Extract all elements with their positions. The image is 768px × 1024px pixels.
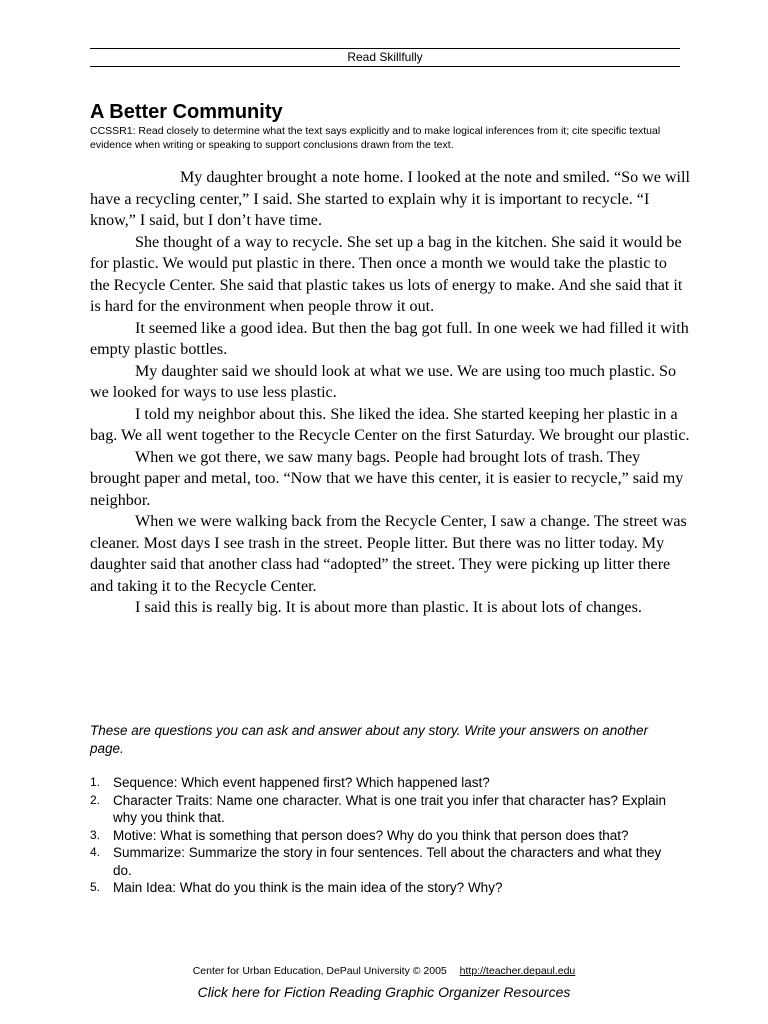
question-number: 4. [90,845,101,859]
footer-website-link[interactable]: http://teacher.depaul.edu [459,965,576,977]
question-text: Summarize: Summarize the story in four sentences. Tell about the characters and what they do. [113,845,662,878]
question-item [90,792,680,827]
question-item [90,827,680,845]
story-paragraph: My daughter said we should look at what we use. We are using too much plastic. So we looked for ways to use less plastic. [90,362,677,401]
footer [0,964,768,978]
question-number: 1. [90,775,101,789]
question-item [90,774,680,792]
question-item [90,844,680,879]
question-text: Motive: What is something that person does? Why do you think that person does that? [113,827,629,843]
document-title: A Better Community [90,101,283,123]
story-paragraph: When we were walking back from the Recycle Center, I saw a change. The street was cleaner. Most days I see trash in the street. People litter. But there was no litter today. My daughter said that another class had “adopted” the street. They were picking up litter there and taking it to the Recycle Center. [90,513,687,595]
story-paragraph: My daughter brought a note home. I looked at the note and smiled. “So we will have a recycling center,” I said. She started to explain why it is important to recycle. “I know,” I said, but I don’t have time. [90,169,690,229]
questions-intro: These are questions you can ask and answer about any story. Write your answers on another page. [90,723,649,756]
question-text: Main Idea: What do you think is the main idea of the story? Why? [113,880,503,895]
story-paragraph: I said this is really big. It is about more than plastic. It is about lots of changes. [135,599,642,616]
question-item [90,879,680,897]
footer-credit: Center for Urban Education, DePaul University © 2005 [192,965,447,977]
story-paragraph: When we got there, we saw many bags. People had brought lots of trash. They brought paper and metal, too. “Now that we have this center, it is easier to recycle,” said my neighbor. [90,448,684,509]
story-paragraph: It seemed like a good idea. But then the bag got full. In one week we had filled it with empty plastic bottles. [90,319,689,358]
story-paragraph: I told my neighbor about this. She liked the idea. She started keeping her plastic in a bag. We all went together to the Recycle Center on the first Saturday. We brought our plastic. [90,405,690,444]
standard-text: CCSSR1: Read closely to determine what the text says explicitly and to make logical inferences from it; cite specific textual evidence when writing or speaking to support conclusions drawn from the text. [90,125,661,151]
story-body [90,167,690,619]
story-paragraph: She thought of a way to recycle. She set up a bag in the kitchen. She said it would be for plastic. We would put plastic in there. Then once a month we would take the plastic to the Recycle Center. She said that plastic takes us lots of energy to make. And she said that it is hard for the environment when people throw it out. [90,233,683,315]
question-text: Sequence: Which event happened first? Which happened last? [113,775,490,790]
question-number: 5. [90,880,101,894]
question-number: 2. [90,792,101,807]
resources-link[interactable]: Click here for Fiction Reading Graphic Organizer Resources [197,984,571,1000]
header-title: Read Skillfully [347,50,423,64]
header-bottom-rule [90,66,680,67]
question-number: 3. [90,827,101,842]
question-list [90,774,680,897]
question-text: Character Traits: Name one character. What is one trait you infer that character has? Explain why you think that. [113,792,667,825]
